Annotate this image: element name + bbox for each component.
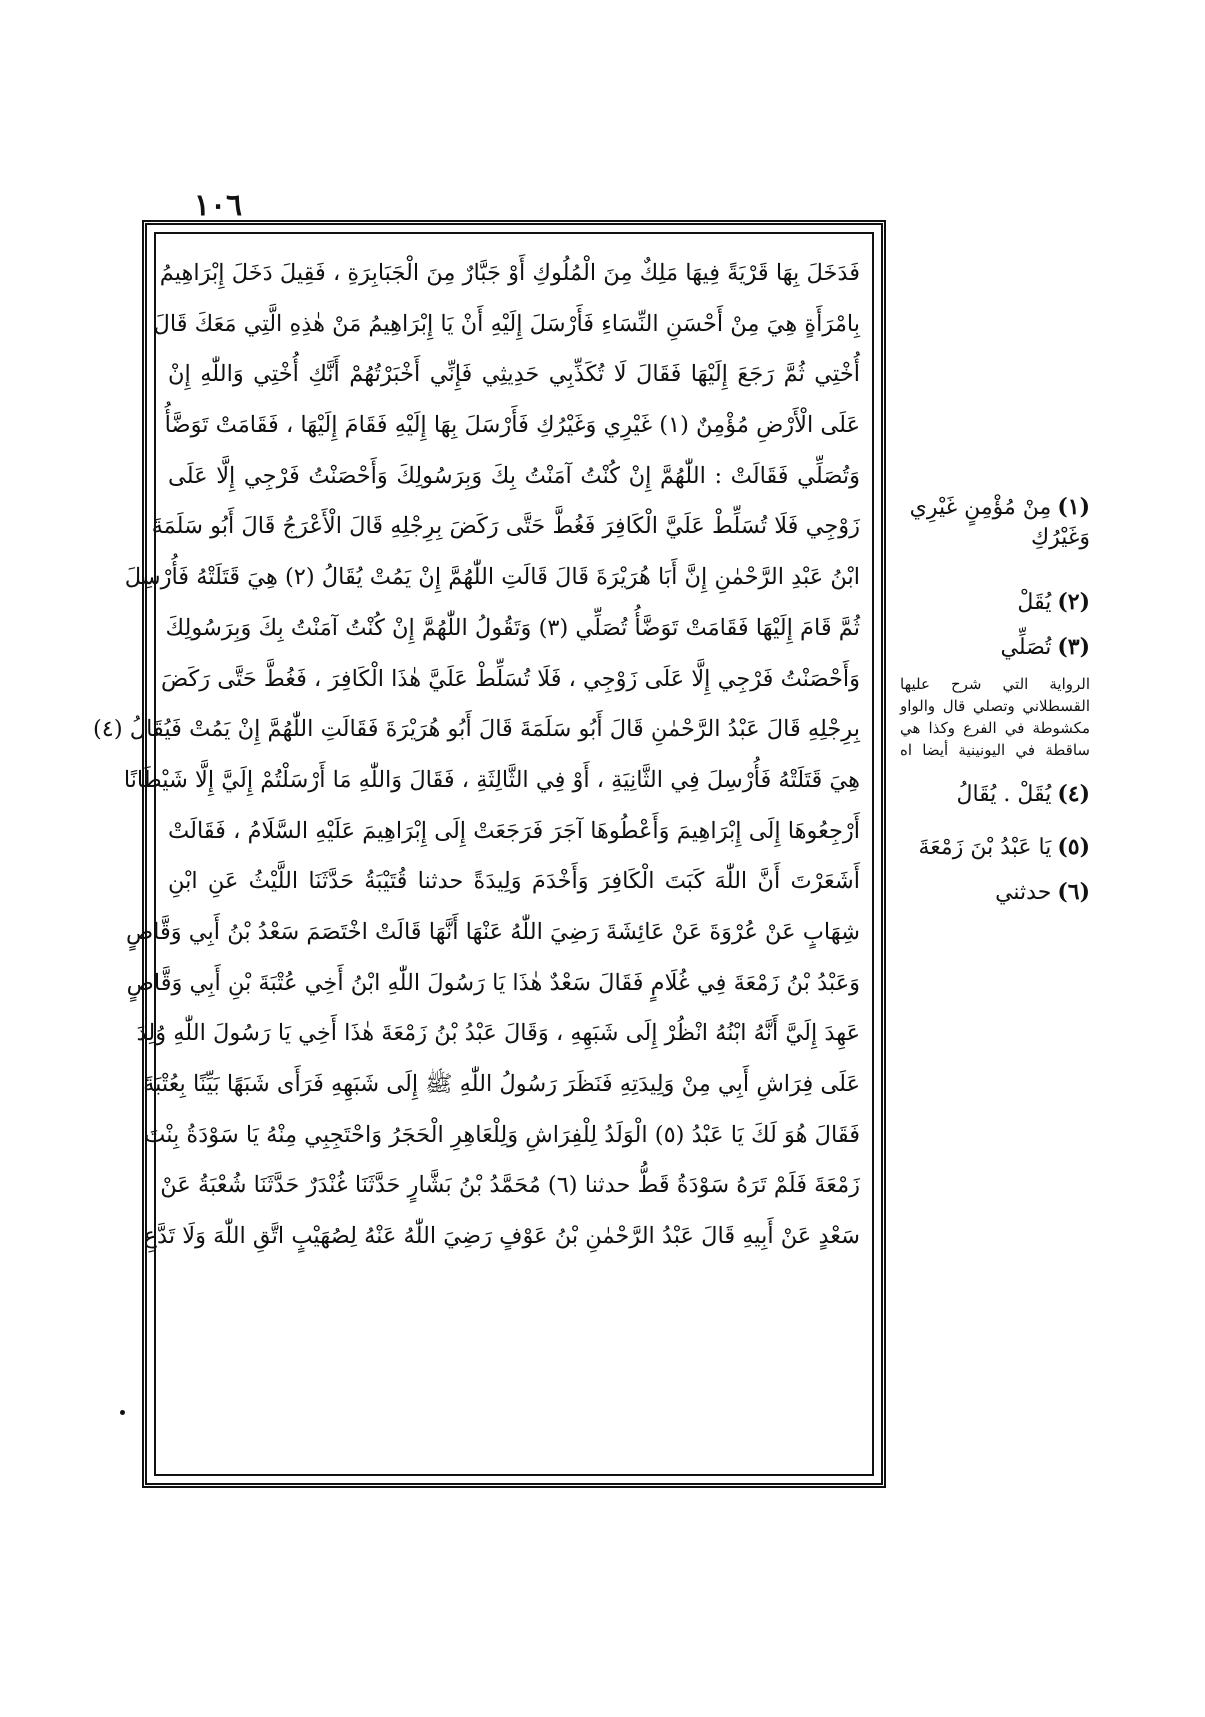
- note-text: مِنْ مُؤْمِنٍ غَيْرِي وَغَيْرُكِ: [909, 495, 1090, 550]
- text-line: سَعْدٍ عَنْ أَبِيهِ قَالَ عَبْدُ الرَّحْمٰنِ بْنُ عَوْفٍ رَضِيَ اللّٰهُ عَنْهُ لِصُهَيْبٍ اتَّقِ اللّٰهَ وَلَا تَدَّعِ: [143, 1223, 860, 1250]
- note-number: (٦): [1057, 879, 1090, 905]
- stray-ink-dot: [120, 1410, 125, 1415]
- text-line: أُخْتِي ثُمَّ رَجَعَ إِلَيْهَا فَقَالَ لَا تُكَذِّبِي حَدِيثِي فَإِنِّي أَخْبَرْتُهُمْ أَنَّكِ أُخْتِي وَاللّٰهِ إِنْ: [168, 361, 860, 388]
- text-line: ابْنُ عَبْدِ الرَّحْمٰنِ إِنَّ أَبَا هُرَيْرَةَ قَالَ قَالَتِ اللّٰهُمَّ إِنْ يَمُتْ يُقَالُ (٢) هِيَ قَتَلَتْهُ فَأُرْسِلَ: [124, 564, 860, 591]
- margin-note-6: [900, 877, 1090, 908]
- text-frame-inner-border: [92, 232, 874, 1476]
- margin-note-2: [900, 587, 1090, 618]
- note-number: (١): [1057, 494, 1090, 520]
- text-line: زَمْعَةَ فَلَمْ تَرَهُ سَوْدَةُ قَطُّ حدثنا (٦) مُحَمَّدُ بْنُ بَشَّارٍ حَدَّثَنَا غُنْدَرٌ حَدَّثَنَا شُعْبَةُ عَنْ: [160, 1172, 860, 1199]
- text-line: أَرْجِعُوهَا إِلَى إِبْرَاهِيمَ وَأَعْطُوهَا آجَرَ فَرَجَعَتْ إِلَى إِبْرَاهِيمَ عَلَيْهِ السَّلَامُ ، فَقَالَتْ: [168, 817, 860, 844]
- margin-note-commentary: [900, 673, 1090, 761]
- note-number: (٢): [1057, 589, 1090, 615]
- text-line: ثُمَّ قَامَ إِلَيْهَا فَقَامَتْ تَوَضَّأُ تُصَلِّي (٣) وَتَقُولُ اللّٰهُمَّ إِنْ كُنْتُ آمَنْتُ بِكَ وَبِرَسُولِكَ: [165, 614, 860, 641]
- margin-note-4: [900, 779, 1090, 810]
- text-line: زَوْجِي فَلَا تُسَلِّطْ عَلَيَّ الْكَافِرَ فَغُطَّ حَتَّى رَكَضَ بِرِجْلِهِ قَالَ الْأَعْرَجُ قَالَ أَبُو سَلَمَةَ: [151, 513, 860, 540]
- text-line: فَقَالَ هُوَ لَكَ يَا عَبْدُ (٥) الْوَلَدُ لِلْفِرَاشِ وَلِلْعَاهِرِ الْحَجَرُ وَاحْتَجِبِي مِنْهُ يَا سَوْدَةُ بِنْتَ: [144, 1121, 860, 1148]
- text-line: عَلَى فِرَاشِ أَبِي مِنْ وَلِيدَتِهِ فَنَظَرَ رَسُولُ اللّٰهِ ﷺ إِلَى شَبَهِهِ فَرَأَى شَبَهًا بَيِّنًا بِعُتْبَةَ: [143, 1071, 860, 1097]
- text-line: وَعَبْدُ بْنُ زَمْعَةَ فِي غُلَامٍ فَقَالَ سَعْدٌ هٰذَا يَا رَسُولَ اللّٰهِ ابْنُ أَخِي عُتْبَةَ بْنِ أَبِي وَقَّاصٍ: [126, 969, 860, 996]
- text-line: هِيَ قَتَلَتْهُ فَأُرْسِلَ فِي الثَّانِيَةِ ، أَوْ فِي الثَّالِثَةِ ، فَقَالَ وَاللّٰهِ مَا أَرْسَلْتُمْ إِلَيَّ إِلَّا شَيْطَانًا: [123, 766, 860, 793]
- text-line: بِامْرَأَةٍ هِيَ مِنْ أَحْسَنِ النِّسَاءِ فَأَرْسَلَ إِلَيْهِ أَنْ يَا إِبْرَاهِيمُ مَنْ هٰذِهِ الَّتِي مَعَكَ قَالَ: [153, 310, 860, 337]
- text-line: وَأَحْصَنْتُ فَرْجِي إِلَّا عَلَى زَوْجِي ، فَلَا تُسَلِّطْ عَلَيَّ هٰذَا الْكَافِرَ ، فَغُطَّ حَتَّى رَكَضَ: [160, 665, 860, 692]
- text-frame: [92, 220, 886, 1488]
- note-number: (٤): [1057, 781, 1090, 807]
- text-line: [168, 1262, 860, 1313]
- margin-note-3: [900, 632, 1090, 663]
- note-text: يَا عَبْدُ بْنَ زَمْعَةَ: [918, 835, 1052, 860]
- text-line: [168, 1363, 860, 1414]
- note-number: (٥): [1057, 834, 1090, 860]
- note-text: يُقَلْ: [1017, 590, 1052, 615]
- note-text: تُصَلِّي: [1000, 635, 1052, 660]
- note-number: (٣): [1057, 634, 1090, 660]
- note-text: الرواية التي شرح عليها القسطلاني وتصلي قال والواو مكشوطة في الفرع وكذا هي ساقطة في اليونينية أيضا اه: [900, 675, 1090, 759]
- margin-note-1: [900, 492, 1090, 553]
- text-line: فَدَخَلَ بِهَا قَرْيَةً فِيهَا مَلِكٌ مِنَ الْمُلُوكِ أَوْ جَبَّارٌ مِنَ الْجَبَابِرَةِ ، فَقِيلَ دَخَلَ إِبْرَاهِيمُ: [159, 260, 860, 286]
- text-line: عَلَى الْأَرْضِ مُؤْمِنٌ (١) غَيْرِي وَغَيْرُكِ فَأَرْسَلَ بِهَا إِلَيْهِ فَقَامَ إِلَيْهَا ، فَقَامَتْ تَوَضَّأُ: [164, 412, 860, 439]
- note-text: يُقَلْ . يُقَالُ: [956, 782, 1052, 807]
- text-line: بِرِجْلِهِ قَالَ عَبْدُ الرَّحْمٰنِ قَالَ أَبُو سَلَمَةَ قَالَ أَبُو هُرَيْرَةَ فَقَالَتِ اللّٰهُمَّ إِنْ يَمُتْ فَيُقَالُ (٤): [92, 716, 860, 743]
- text-line: [168, 1312, 860, 1363]
- text-line: عَهِدَ إِلَيَّ أَنَّهُ ابْنُهُ انْظُرْ إِلَى شَبَهِهِ ، وَقَالَ عَبْدُ بْنُ زَمْعَةَ هٰذَا أَخِي يَا رَسُولَ اللّٰهِ وُلِدَ: [136, 1020, 860, 1047]
- text-line: [168, 1414, 860, 1465]
- margin-notes: [900, 492, 1090, 918]
- text-line: شِهَابٍ عَنْ عُرْوَةَ عَنْ عَائِشَةَ رَضِيَ اللّٰهُ عَنْهَا أَنَّهَا قَالَتْ اخْتَصَمَ سَعْدُ بْنُ أَبِي وَقَّاصٍ: [125, 918, 860, 945]
- text-line: وَتُصَلِّي فَقَالَتْ : اللّٰهُمَّ إِنْ كُنْتُ آمَنْتُ بِكَ وَبِرَسُولِكَ وَأَحْصَنْتُ فَرْجِي إِلَّا عَلَى: [168, 462, 860, 489]
- page-number: ١٠٦: [193, 188, 243, 223]
- text-line: أَشَعَرْتَ أَنَّ اللّٰهَ كَبَتَ الْكَافِرَ وَأَخْدَمَ وَلِيدَةً حدثنا قُتَيْبَةُ حَدَّثَنَا اللَّيْثُ عَنِ ابْنِ: [168, 868, 860, 895]
- main-text-block: [92, 248, 860, 1464]
- note-text: حدثني: [995, 880, 1052, 905]
- margin-note-5: [900, 832, 1090, 863]
